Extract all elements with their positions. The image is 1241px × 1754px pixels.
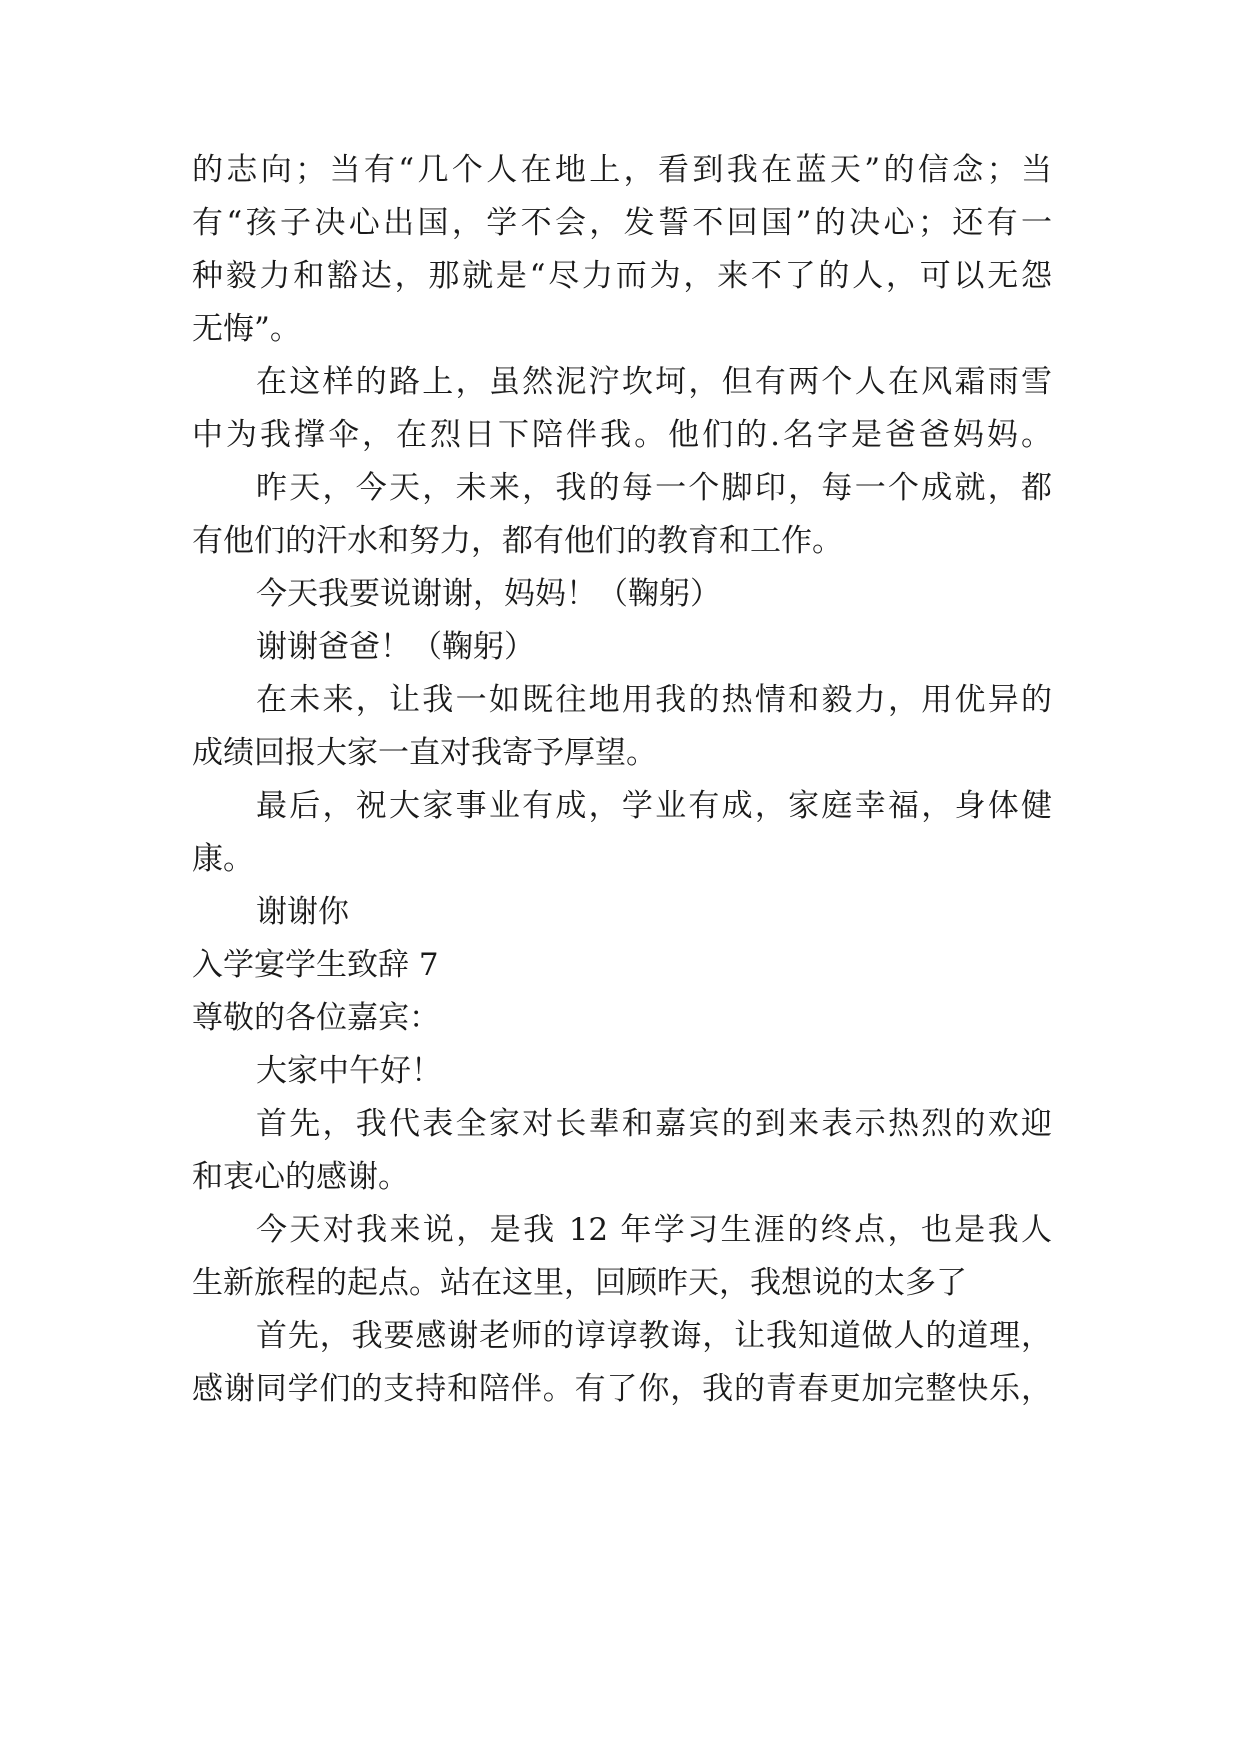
paragraph-line: 无悔”。 <box>192 311 301 347</box>
paragraph-line: 的志向；当有“几个人在地上，看到我在蓝天”的信念；当 <box>192 152 1052 188</box>
salutation: 尊敬的各位嘉宾： <box>192 1000 440 1036</box>
section-title: 入学宴学生致辞 7 <box>192 947 439 983</box>
closing-line: 谢谢你 <box>256 894 349 930</box>
greeting-line: 大家中午好！ <box>256 1053 442 1089</box>
paragraph-line: 首先，我要感谢老师的谆谆教诲，让我知道做人的道理， <box>256 1318 1052 1354</box>
paragraph-line: 生新旅程的起点。站在这里，回顾昨天，我想说的太多了 <box>192 1265 967 1301</box>
paragraph-line: 康。 <box>192 841 254 877</box>
paragraph-line: 在未来，让我一如既往地用我的热情和毅力，用优异的 <box>256 682 1052 718</box>
paragraph-line: 有“孩子决心出国，学不会，发誓不回国”的决心；还有一 <box>192 205 1052 241</box>
paragraph-line: 种毅力和豁达，那就是“尽力而为，来不了的人，可以无怨 <box>192 258 1052 294</box>
paragraph-line: 谢谢爸爸！（鞠躬） <box>256 629 535 665</box>
paragraph-line: 昨天，今天，未来，我的每一个脚印，每一个成就，都 <box>256 470 1052 506</box>
paragraph-line: 感谢同学们的支持和陪伴。有了你，我的青春更加完整快乐， <box>192 1371 1052 1407</box>
paragraph-line: 最后，祝大家事业有成，学业有成，家庭幸福，身体健 <box>256 788 1052 824</box>
paragraph-line: 在这样的路上，虽然泥泞坎坷，但有两个人在风霜雨雪 <box>256 364 1052 400</box>
paragraph-line: 首先，我代表全家对长辈和嘉宾的到来表示热烈的欢迎 <box>256 1106 1052 1142</box>
paragraph-line: 今天我要说谢谢，妈妈！（鞠躬） <box>256 576 721 612</box>
paragraph-line: 成绩回报大家一直对我寄予厚望。 <box>192 735 657 771</box>
paragraph-line: 中为我撑伞，在烈日下陪伴我。他们的.名字是爸爸妈妈。 <box>192 417 1052 453</box>
paragraph-line: 和衷心的感谢。 <box>192 1159 409 1195</box>
paragraph-line: 今天对我来说，是我 12 年学习生涯的终点，也是我人 <box>256 1212 1052 1248</box>
paragraph-line: 有他们的汗水和努力，都有他们的教育和工作。 <box>192 523 843 559</box>
